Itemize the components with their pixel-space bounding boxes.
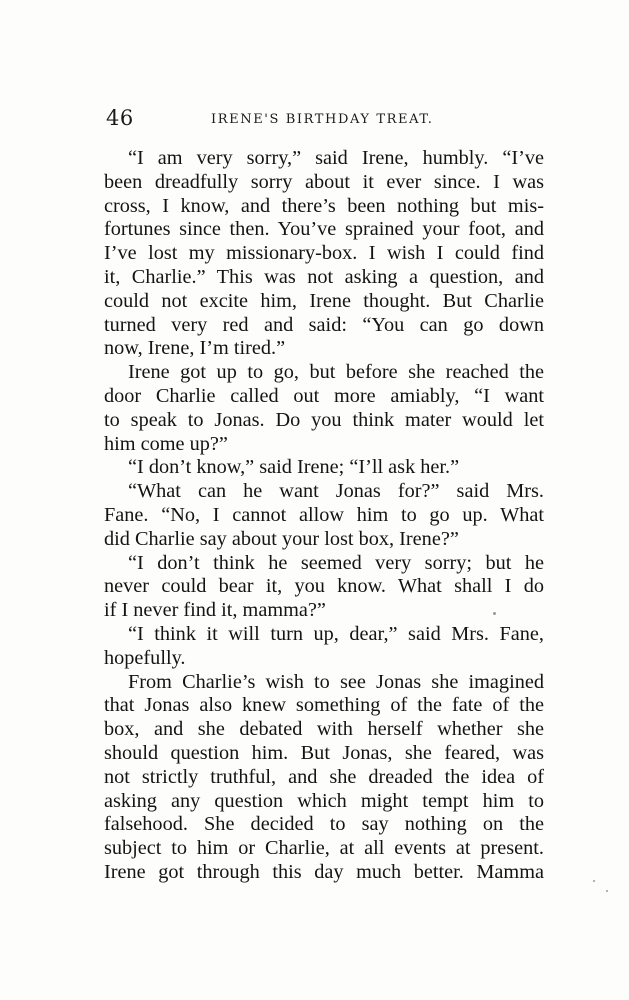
text-line: Irene got up to go, but before she reached the	[128, 361, 544, 384]
text-line: “I don’t think he seemed very sorry; but he	[128, 551, 544, 574]
text-line: box, and she debated with herself whether she	[104, 718, 544, 741]
text-line: fortunes since then. You’ve sprained your foot, and	[104, 218, 544, 241]
text-line: falsehood. She decided to say nothing on the	[104, 813, 544, 836]
text-line: did Charlie say about your lost box, Irene?”	[104, 527, 459, 550]
page-header	[106, 106, 542, 134]
text-line: him come up?”	[104, 432, 228, 455]
text-line: turned very red and said: “You can go down	[104, 313, 544, 336]
text-line: subject to him or Charlie, at all events at present.	[104, 837, 544, 860]
text-line: From Charlie’s wish to see Jonas she imagined	[128, 670, 544, 693]
text-line: “What can he want Jonas for?” said Mrs.	[128, 480, 544, 503]
ink-speck	[593, 880, 595, 882]
text-line: asking any question which might tempt him to	[104, 789, 544, 812]
text-line: if I never find it, mamma?”	[104, 599, 326, 622]
running-head: IRENE'S BIRTHDAY TREAT.	[211, 112, 434, 127]
ink-speck	[606, 890, 608, 892]
text-line: never could bear it, you know. What shall I do	[104, 575, 544, 598]
text-line: could not excite him, Irene thought. But Charlie	[104, 289, 544, 312]
text-line: been dreadfully sorry about it ever since. I was	[104, 170, 544, 193]
text-line: hopefully.	[104, 646, 186, 669]
text-line: I’ve lost my missionary-box. I wish I could find	[104, 242, 544, 265]
text-line: Fane. “No, I cannot allow him to go up. What	[104, 503, 544, 526]
text-line: now, Irene, I’m tired.”	[104, 337, 286, 360]
page-number: 46	[106, 106, 134, 130]
text-line: that Jonas also knew something of the fate of the	[104, 694, 544, 717]
ink-speck	[493, 612, 496, 615]
text-line: not strictly truthful, and she dreaded the idea of	[104, 765, 544, 788]
text-line: to speak to Jonas. Do you think mater would let	[104, 408, 544, 431]
text-line: “I am very sorry,” said Irene, humbly. “I’ve	[128, 147, 544, 169]
text-line: Irene got through this day much better. Mamma	[104, 860, 544, 883]
text-line: “I don’t know,” said Irene; “I’ll ask her.”	[128, 456, 460, 479]
text-line: it, Charlie.” This was not asking a question, and	[104, 265, 544, 288]
text-line: cross, I know, and there’s been nothing but mis-	[104, 194, 544, 217]
text-line: “I think it will turn up, dear,” said Mrs. Fane,	[128, 622, 544, 645]
text-line: door Charlie called out more amiably, “I want	[104, 384, 544, 407]
body-text	[104, 147, 544, 885]
text-line: should question him. But Jonas, she feared, was	[104, 741, 544, 764]
